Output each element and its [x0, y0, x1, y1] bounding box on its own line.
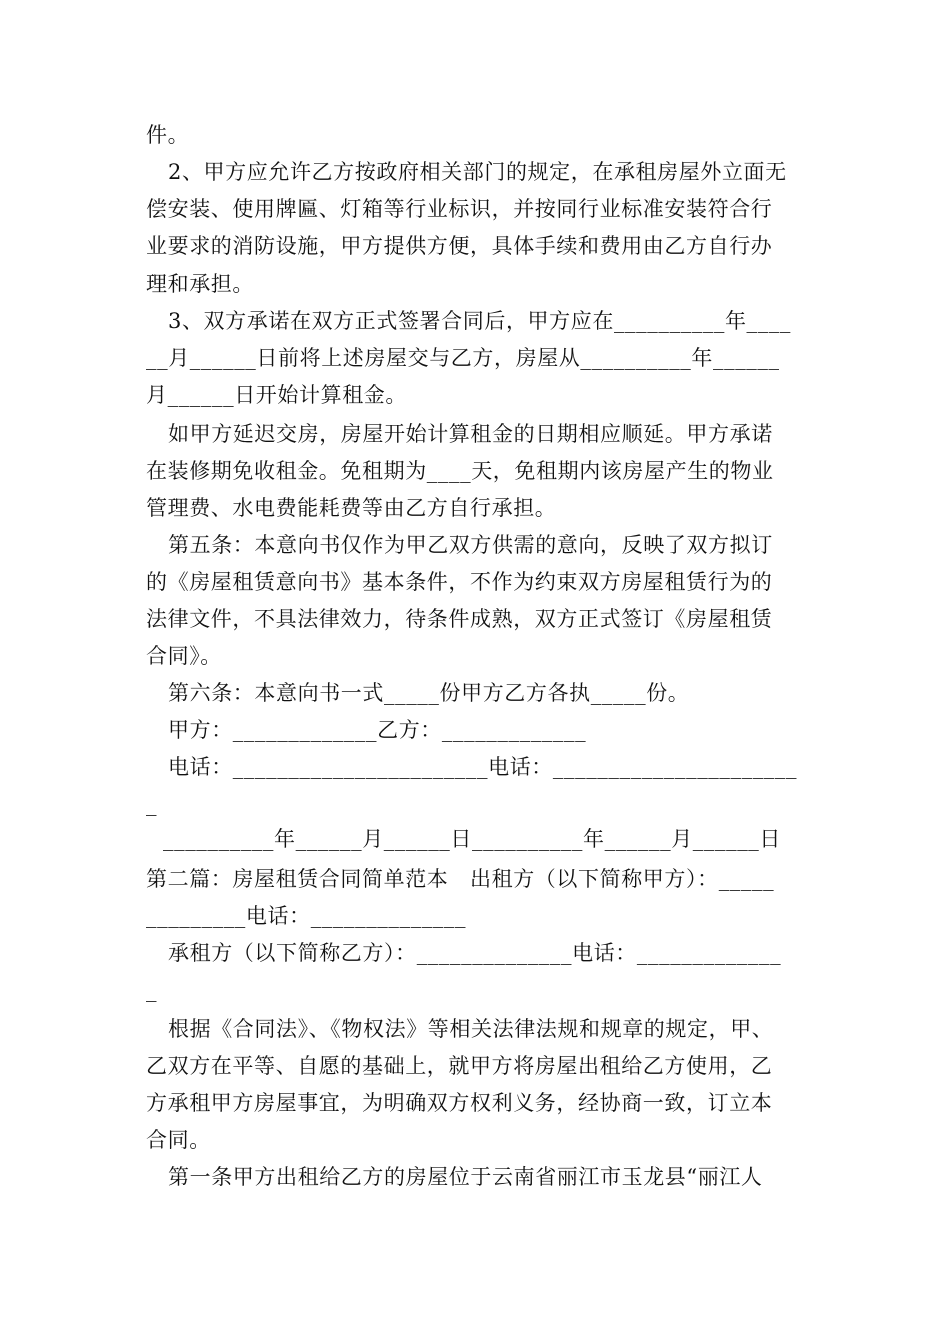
text-line: 的《房屋租赁意向书》基本条件，不作为约束双方房屋租赁行为的: [146, 570, 773, 594]
text-line: _________电话：______________: [146, 904, 467, 928]
text-line: 在装修期免收租金。免租期为____天，免租期内该房屋产生的物业: [146, 459, 774, 483]
text-line: 管理费、水电费能耗费等由乙方自行承担。: [146, 496, 557, 520]
text-line: 法律文件，不具法律效力，待条件成熟，双方正式签订《房屋租赁: [146, 607, 773, 631]
text-line: __月______日前将上述房屋交与乙方，房屋从__________年______: [146, 346, 780, 370]
date-line: __________年______月______日__________年______月______日: [163, 827, 781, 851]
text-line: _: [146, 978, 158, 1002]
text-line: 理和承担。: [146, 272, 254, 296]
text-line: 第一条甲方出租给乙方的房屋位于云南省丽江市玉龙县“丽江人: [168, 1165, 763, 1189]
section-heading: 第二篇：房屋租赁合同简单范本 出租方（以下简称甲方）：_____: [146, 867, 775, 891]
text-line: 乙双方在平等、自愿的基础上，就甲方将房屋出租给乙方使用，乙: [146, 1054, 773, 1078]
text-line: 业要求的消防设施，甲方提供方便，具体手续和费用由乙方自行办: [146, 234, 773, 258]
text-line: 方承租甲方房屋事宜，为明确双方权利义务，经协商一致，订立本: [146, 1091, 773, 1115]
text-line: 3、双方承诺在双方正式签署合同后，甲方应在__________年____: [168, 309, 791, 333]
text-line: 如甲方延迟交房，房屋开始计算租金的日期相应顺延。甲方承诺: [168, 422, 773, 446]
text-line: 第五条：本意向书仅作为甲乙双方供需的意向，反映了双方拟订: [168, 533, 773, 557]
text-line: _: [146, 792, 158, 816]
text-line: 偿安装、使用牌匾、灯箱等行业标识，并按同行业标准安装符合行: [146, 197, 773, 221]
text-line: 合同。: [146, 1128, 211, 1152]
text-line: 承租方（以下简称乙方）：______________电话：_____________: [168, 941, 782, 965]
text-line: 2、甲方应允许乙方按政府相关部门的规定，在承租房屋外立面无: [168, 160, 787, 184]
text-line: 根据《合同法》、《物权法》等相关法律法规和规章的规定，甲、: [168, 1017, 774, 1041]
signature-line: 甲方：_____________乙方：_____________: [168, 718, 587, 742]
text-line: 件。: [146, 123, 190, 147]
text-line: 第六条：本意向书一式_____份甲方乙方各执_____份。: [168, 681, 690, 705]
phone-line: 电话：_______________________电话：______________________: [168, 755, 798, 779]
text-line: 合同》。: [146, 644, 222, 668]
text-line: 月______日开始计算租金。: [146, 383, 407, 407]
